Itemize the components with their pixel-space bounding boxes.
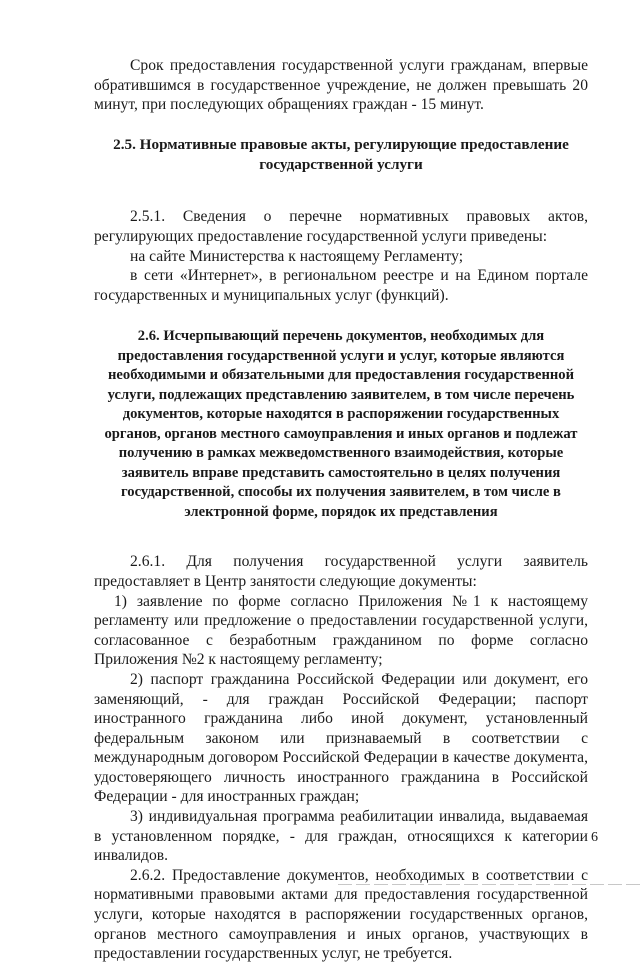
list-item-1: 1) заявление по форме согласно Приложения №1 к настоящему регламенту или предложение о предоставлении государственной услуги, согласованное с безработным гражданином по форме согласно Приложения №2 к настоящему регламенту;	[94, 592, 588, 669]
scan-artifact-line	[338, 884, 640, 885]
list-item-2: 2) паспорт гражданина Российской Федерации или документ, его заменяющий, - для граждан Российской Федерации; паспорт иностранного гражданина либо иной документ, установленный федеральным законом или признаваемый в соответствии с международным договором Российской Федерации в качестве документа, удостоверяющего личность иностранного гражданина в Российской Федерации - для иностранных граждан;	[94, 670, 588, 806]
page-number: 6	[591, 830, 598, 845]
list-item-site: на сайте Министерства к настоящему Регламенту;	[130, 247, 464, 265]
paragraph-2-5-1: 2.5.1. Сведения о перечне нормативных правовых актов, регулирующих предоставление государственной услуги приведены:	[94, 208, 588, 245]
paragraph-2-6-1: 2.6.1. Для получения государственной услуги заявитель предоставляет в Центр занятости следующие документы:	[94, 553, 588, 590]
document-body	[94, 56, 588, 964]
intro-paragraph: Срок предоставления государственной услуги гражданам, впервые обратившимся в государственное учреждение, не должен превышать 20 минут, при последующих обращениях граждан - 15 минут.	[94, 57, 588, 114]
paragraph-2-6-2: 2.6.2. Предоставление документов, необходимых в соответствии с нормативными правовыми актами для предоставления государственной услуги, которые находятся в распоряжении государственных органов, органов местного самоуправления и иных органов, участвующих в предоставлении государственных услуг, не требуется.	[94, 866, 588, 963]
list-item-internet: в сети «Интернет», в региональном реестре и на Едином портале государственных и муниципальных услуг (функций).	[94, 267, 588, 304]
section-2-6-heading: 2.6. Исчерпывающий перечень документов, необходимых для предоставления государственной услуги и услуг, которые являются необходимыми и обязательными для предоставления государственной услуги, подлежащих представлению заявителем, в том числе перечень документов, которые находятся в распоряжении государственных органов, органов местного самоуправления и иных органов и подлежат получению в рамках межведомственного взаимодействия, которые заявитель вправе представить самостоятельно в целях получения государственной, способы их получения заявителем, в том числе в электронной форме, порядок их представления	[104, 328, 578, 520]
list-item-3: 3) индивидуальная программа реабилитации инвалида, выдаваемая в установленном порядке, - для граждан, относящихся к категории инвалидов.	[94, 808, 588, 865]
section-2-5-heading: 2.5. Нормативные правовые акты, регулирующие предоставление государственной услуги	[113, 135, 569, 173]
